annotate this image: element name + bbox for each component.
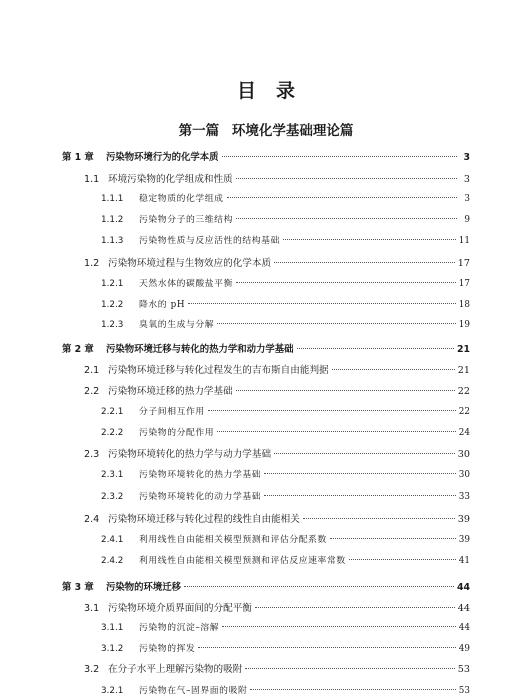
toc-entry-section[interactable] [84,661,470,675]
toc-entry-page: 30 [457,449,470,460]
toc-entry-page: 9 [464,215,470,225]
toc-entry-sub[interactable] [101,212,470,226]
toc-entry-sub[interactable] [101,276,470,290]
toc-entry-number: 2.3.2 [101,492,124,502]
toc-entry-title: 稳定物质的化学组成 [139,194,224,204]
toc-entry-sub[interactable] [101,191,470,205]
toc-entry-page: 22 [457,386,470,397]
toc-entry-page: 19 [458,320,470,330]
toc-entry-page: 11 [458,236,470,246]
toc-entry-page: 3 [463,152,470,163]
dot-leader [236,218,457,219]
toc-entry-page: 33 [458,492,470,502]
dot-leader [222,626,456,627]
toc-entry-number: 1.2.1 [101,279,124,289]
dot-leader [274,262,455,263]
toc-entry-page: 18 [458,300,470,310]
toc-entry-page: 44 [456,582,470,593]
toc-entry-title: 污染物环境转化的热力学与动力学基础 [108,449,272,460]
toc-entry-number: 2.4.1 [101,535,124,545]
toc-entry-number: 2.4.2 [101,556,124,566]
toc-entry-page: 3 [463,174,470,185]
toc-entry-sub[interactable] [101,404,470,418]
toc-entry-number: 第 2 章 [62,344,94,355]
toc-entry-page: 53 [458,686,470,696]
dot-leader [236,390,455,391]
toc-entry-page: 44 [457,603,470,614]
toc-entry-sub[interactable] [101,317,470,331]
toc-entry-section[interactable] [84,446,470,460]
toc-entry-title: 污染物环境转化的动力学基础 [139,492,262,502]
toc-entry-title: 污染物的环境迁移 [106,582,182,593]
toc-entry-page: 21 [457,365,470,376]
dot-leader [217,323,456,324]
toc-entry-title: 污染物分子的三维结构 [139,215,233,225]
toc-entry-page: 41 [458,556,470,566]
toc-entry-number: 1.2 [84,258,100,269]
dot-leader [303,518,455,519]
dot-leader [297,348,454,349]
part-number: 第一篇 [178,123,220,139]
toc-entry-number: 1.1.2 [101,215,124,225]
toc-entry-title: 污染物在气–固界面的吸附 [139,686,248,696]
toc-entry-sub[interactable] [101,425,470,439]
dot-leader [264,473,456,474]
dot-leader [330,538,456,539]
toc-entry-title: 污染物环境介质界面间的分配平衡 [108,603,252,614]
toc-entry-number: 2.1 [84,365,100,376]
toc-entry-section[interactable] [84,383,470,397]
toc-entry-title: 利用线性自由能相关模型预测和评估反应速率常数 [139,556,346,566]
dot-leader [264,495,456,496]
toc-entry-sub[interactable] [101,467,470,481]
toc-entry-title: 污染物环境行为的化学本质 [106,152,219,163]
toc-entry-number: 第 1 章 [62,152,94,163]
dot-leader [255,607,455,608]
toc-entry-number: 3.2.1 [101,686,124,696]
toc-entry-page: 21 [456,344,470,355]
toc-entry-number: 1.2.3 [101,320,124,330]
toc-entry-chapter[interactable] [62,341,470,355]
dot-leader [198,647,455,648]
part-name: 环境化学基础理论篇 [231,123,354,139]
toc-entry-section[interactable] [84,362,470,376]
toc-entry-page: 24 [458,428,470,438]
toc-entry-sub[interactable] [101,553,470,567]
toc-entry-title: 臭氧的生成与分解 [139,320,215,330]
toc-entry-chapter[interactable] [62,579,470,593]
toc-entry-number: 1.2.2 [101,300,124,310]
toc-entry-title: 污染物环境迁移与转化的热力学和动力学基础 [106,344,294,355]
toc-entry-page: 30 [458,470,470,480]
toc-entry-page: 17 [457,258,470,269]
toc-entry-page: 17 [458,279,470,289]
toc-entry-title: 污染物环境转化的热力学基础 [139,470,262,480]
part-title [0,119,532,139]
toc-entry-sub[interactable] [101,683,470,697]
toc-entry-sub[interactable] [101,532,470,546]
dot-leader [245,668,454,669]
dot-leader [184,586,454,587]
toc-entry-number: 2.4 [84,514,100,525]
toc-entry-page: 39 [458,535,470,545]
toc-entry-number: 3.2 [84,664,100,675]
toc-entry-section[interactable] [84,511,470,525]
toc-entry-number: 3.1.2 [101,644,124,654]
dot-leader [217,431,456,432]
toc-entry-number: 1.1.1 [101,194,124,204]
dot-leader [222,156,457,157]
toc-entry-title: 污染物环境迁移与转化过程的线性自由能相关 [108,514,300,525]
toc-entry-title: 污染物的分配作用 [139,428,215,438]
toc-entry-number: 1.1.3 [101,236,124,246]
toc-entry-title: 污染物的沉淀–溶解 [139,623,220,633]
toc-entry-sub[interactable] [101,641,470,655]
toc-entry-sub[interactable] [101,489,470,503]
toc-entry-section[interactable] [84,171,470,185]
toc-entry-section[interactable] [84,600,470,614]
dot-leader [332,369,455,370]
toc-entry-title: 污染物环境迁移的热力学基础 [108,386,233,397]
dot-leader [236,282,456,283]
toc-entry-number: 3.1 [84,603,100,614]
toc-entry-title: 污染物环境迁移与转化过程发生的吉布斯自由能判据 [108,365,329,376]
toc-entry-page: 22 [458,407,470,417]
toc-entry-title: 利用线性自由能相关模型预测和评估分配系数 [139,535,327,545]
dot-leader [227,197,457,198]
toc-entry-chapter[interactable] [62,149,470,163]
toc-entry-title: 降水的 pH [139,300,186,310]
toc-entry-number: 2.2.2 [101,428,124,438]
dot-leader [283,239,456,240]
toc-entry-title: 污染物的挥发 [139,644,196,654]
dot-leader [274,453,455,454]
toc-entry-number: 2.2 [84,386,100,397]
page-title: 目录 [236,80,315,102]
toc-entry-page: 53 [457,664,470,675]
toc-entry-title: 环境污染物的化学组成和性质 [108,174,233,185]
toc-entry-title: 分子间相互作用 [139,407,205,417]
toc-entry-number: 2.2.1 [101,407,124,417]
toc-entry-page: 44 [458,623,470,633]
toc-entry-sub[interactable] [101,620,470,634]
toc-entry-sub[interactable] [101,233,470,247]
toc-entry-title: 污染物性质与反应活性的结构基础 [139,236,280,246]
dot-leader [188,303,456,304]
toc-entry-sub[interactable] [101,297,470,311]
toc-entry-page: 3 [464,194,470,204]
dot-leader [349,559,456,560]
toc-entry-number: 2.3.1 [101,470,124,480]
toc-entry-number: 1.1 [84,174,100,185]
toc-entry-number: 2.3 [84,449,100,460]
toc-entry-title: 污染物环境过程与生物效应的化学本质 [108,258,272,269]
toc-entry-page: 39 [457,514,470,525]
toc-entry-page: 49 [458,644,470,654]
dot-leader [208,410,456,411]
toc-entry-section[interactable] [84,255,470,269]
toc-entry-title: 在分子水平上理解污染物的吸附 [108,664,243,675]
toc-entry-number: 3.1.1 [101,623,124,633]
dot-leader [236,178,457,179]
dot-leader [250,689,455,690]
toc-entry-title: 天然水体的碳酸盐平衡 [139,279,233,289]
toc-entry-number: 第 3 章 [62,582,94,593]
